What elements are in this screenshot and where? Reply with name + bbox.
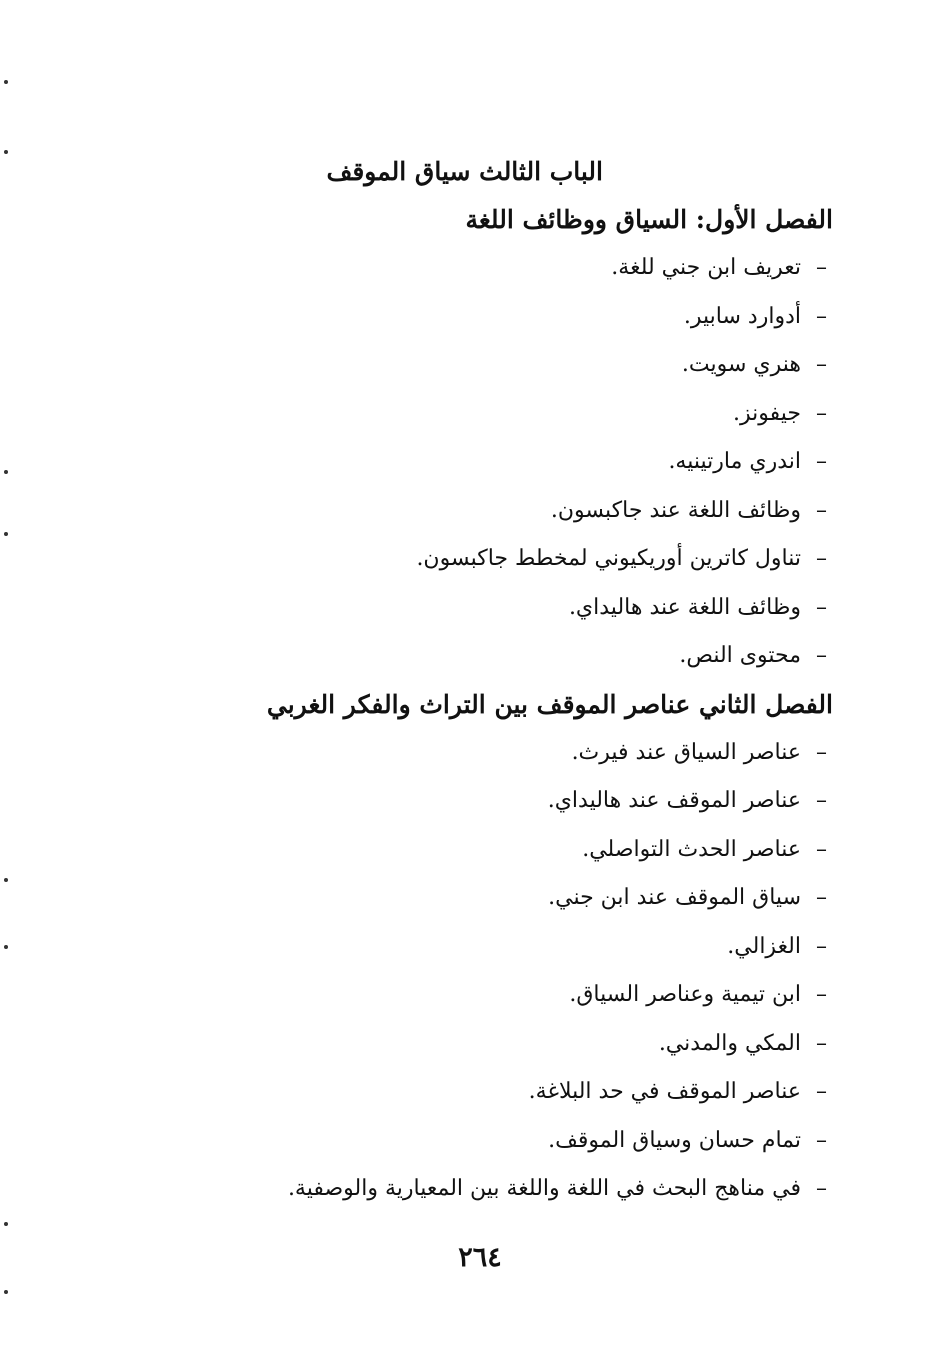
list-item-text: تناول كاترين أوريكيوني لمخطط جاكبسون. bbox=[416, 546, 801, 571]
list-item bbox=[193, 487, 833, 536]
list-dash: – bbox=[816, 643, 827, 668]
scan-speck bbox=[4, 532, 8, 536]
list-item bbox=[193, 632, 833, 681]
section-1-title: الفصل الأول: السياق ووظائف اللغة bbox=[465, 205, 833, 234]
list-item bbox=[193, 923, 833, 972]
list-dash: – bbox=[816, 933, 827, 959]
list-dash: – bbox=[816, 1079, 827, 1104]
list-item-text: عناصر الموقف عند هاليداي. bbox=[547, 788, 801, 813]
list-item-text: اندري مارتينيه. bbox=[668, 449, 801, 474]
scan-speck bbox=[4, 470, 8, 474]
list-item bbox=[193, 341, 833, 390]
list-dash: – bbox=[816, 497, 827, 523]
list-item bbox=[193, 244, 833, 293]
list-item bbox=[193, 1117, 833, 1166]
list-item bbox=[193, 535, 833, 584]
list-item bbox=[193, 874, 833, 923]
section-2-list bbox=[193, 729, 833, 1214]
scan-speck bbox=[4, 150, 8, 154]
scan-speck bbox=[4, 878, 8, 882]
list-dash: – bbox=[816, 1030, 827, 1056]
page-number: ٢٦٤ bbox=[458, 1242, 502, 1273]
scan-speck bbox=[4, 1290, 8, 1294]
list-item bbox=[193, 1020, 833, 1069]
list-item-text: عناصر السياق عند فيرث. bbox=[571, 739, 801, 765]
list-item bbox=[193, 971, 833, 1020]
list-item-text: هنري سويت. bbox=[681, 352, 801, 377]
list-dash: – bbox=[816, 885, 827, 910]
list-item-text: وظائف اللغة عند جاكبسون. bbox=[550, 497, 801, 523]
list-item-text: في مناهج البحث في اللغة واللغة بين المعيارية والوصفية. bbox=[287, 1176, 801, 1201]
list-item-text: ابن تيمية وعناصر السياق. bbox=[569, 982, 801, 1007]
list-dash: – bbox=[816, 982, 827, 1007]
list-item bbox=[193, 293, 833, 342]
list-item-text: محتوى النص. bbox=[679, 643, 801, 668]
content-block bbox=[193, 148, 833, 1214]
list-dash: – bbox=[816, 400, 827, 426]
list-item-text: الغزالي. bbox=[727, 933, 801, 959]
list-dash: – bbox=[816, 352, 827, 377]
list-item-text: تعريف ابن جني للغة. bbox=[611, 255, 801, 280]
section-2-title: الفصل الثاني عناصر الموقف بين التراث والفكر الغربي bbox=[266, 689, 833, 719]
list-item bbox=[193, 1068, 833, 1117]
section-1-list bbox=[193, 244, 833, 681]
list-item-text: عناصر الحدث التواصلي. bbox=[582, 836, 801, 862]
list-dash: – bbox=[816, 594, 827, 620]
list-dash: – bbox=[816, 836, 827, 862]
list-item-text: جيفونز. bbox=[733, 400, 801, 426]
list-item-text: المكي والمدني. bbox=[658, 1030, 801, 1056]
list-item-text: سياق الموقف عند ابن جني. bbox=[548, 885, 801, 910]
list-dash: – bbox=[816, 1176, 827, 1201]
scan-speck bbox=[4, 1222, 8, 1226]
list-dash: – bbox=[816, 1127, 827, 1153]
list-dash: – bbox=[816, 546, 827, 571]
list-item bbox=[193, 826, 833, 875]
list-item bbox=[193, 390, 833, 439]
list-dash: – bbox=[816, 449, 827, 474]
list-item bbox=[193, 1165, 833, 1214]
list-item bbox=[193, 729, 833, 778]
list-item bbox=[193, 584, 833, 633]
list-dash: – bbox=[816, 739, 827, 765]
list-item-text: تمام حسان وسياق الموقف. bbox=[548, 1127, 801, 1153]
scan-speck bbox=[4, 80, 8, 84]
scan-speck bbox=[4, 945, 8, 949]
list-dash: – bbox=[816, 255, 827, 280]
list-item bbox=[193, 777, 833, 826]
list-dash: – bbox=[816, 788, 827, 813]
list-dash: – bbox=[816, 303, 827, 329]
list-item-text: وظائف اللغة عند هاليداي. bbox=[568, 594, 801, 620]
list-item-text: أدوارد سابير. bbox=[683, 303, 801, 329]
list-item-text: عناصر الموقف في حد البلاغة. bbox=[528, 1079, 801, 1104]
list-item bbox=[193, 438, 833, 487]
chapter-title: الباب الثالث سياق الموقف bbox=[326, 157, 603, 186]
